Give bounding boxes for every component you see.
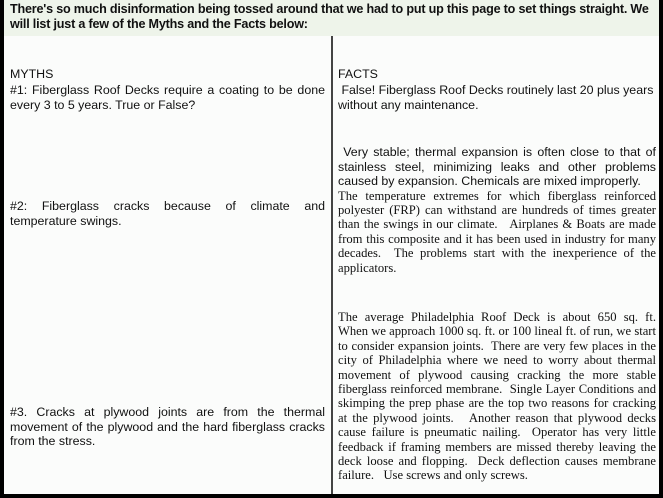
fact-2 bbox=[338, 145, 660, 275]
intro-banner: There's so much disinformation being tossed around that we had to put up this page to set things straight. We will list just a few of the Myths and the Facts below: bbox=[4, 0, 659, 36]
page-frame bbox=[4, 0, 663, 494]
myth-1: #1: Fiberglass Roof Decks require a coating to be done every 3 to 5 years. True or False? bbox=[10, 83, 325, 112]
column-divider bbox=[331, 36, 333, 494]
myth-3: #3. Cracks at plywood joints are from the thermal movement of the plywood and the hard fiberglass cracks from the stress. bbox=[10, 405, 325, 448]
myths-header: MYTHS bbox=[10, 67, 54, 81]
fact-1: False! Fiberglass Roof Decks routinely last 20 plus years without any maintenance. bbox=[338, 83, 657, 112]
fact-3: The average Philadelphia Roof Deck is about 650 sq. ft. When we approach 1000 sq. ft. or 100 lineal ft. of run, we start to consider expansion joints. There are very few places in the city of Philadelphia where we need to worry about thermal movement of plywood causing cracking the more stable fiberglass reinforced membrane. Single Layer Conditions and skimping the prep phase are the top two reasons for cracking at the plywood joints. Another reason that plywood decks cause failure is pneumatic nailing. Operator has very little feedback if framing members are missed thereby leaving the deck loose and flopping. Deck deflection causes membrane failure. Use screws and only screws. bbox=[338, 310, 663, 483]
fact-2-part-1: Very stable; thermal expansion is often close to that of stainless steel, minimizing leaks and other problems caused by expansion. Chemicals are mixed improperly. bbox=[338, 145, 660, 188]
fact-2-part-2: The temperature extremes for which fiberglass reinforced polyester (FRP) can withstand are hundreds of times greater than the swings in our climate. Airplanes & Boats are made from this composite and it has been used in industry for many decades. The problems start with the inexperience of the applicators. bbox=[338, 188, 660, 275]
myth-2: #2: Fiberglass cracks because of climate and temperature swings. bbox=[10, 199, 325, 228]
facts-header: FACTS bbox=[338, 67, 378, 81]
